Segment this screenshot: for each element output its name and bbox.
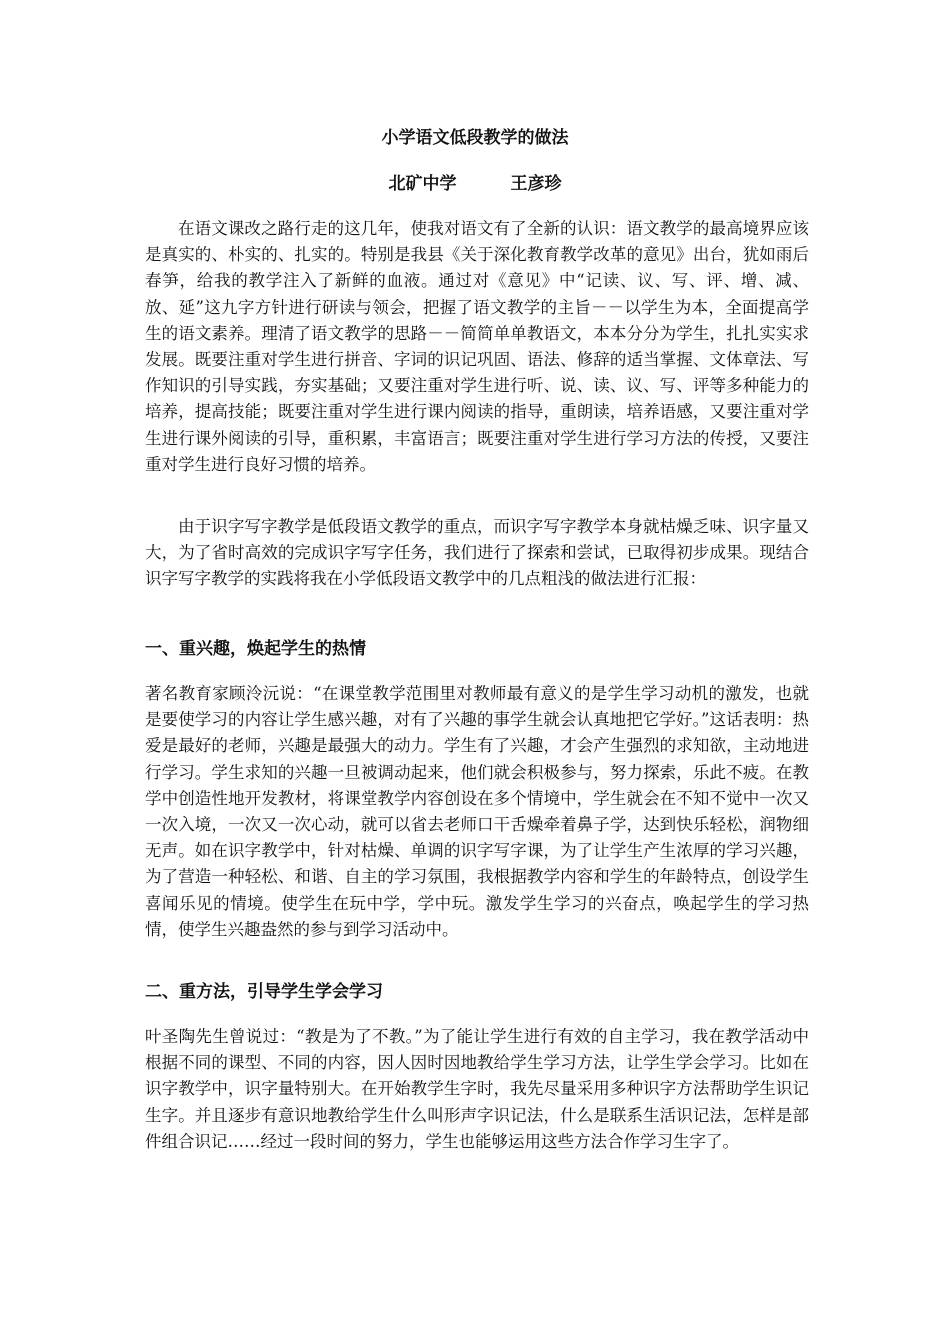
section-heading-method: 二、重方法，引导学生学会学习 bbox=[145, 982, 383, 1002]
paragraph-method: 叶圣陶先生曾说过：“教是为了不教。”为了能让学生进行有效的自主学习，我在教学活动中根据不同的课型、不同的内容，因人因时因地教给学生学习方法，让学生学会学习。比如在识字教学中，识字量特别大。在开始教学生字时，我先尽量采用多种识字方法帮助学生识记生字。并且逐步有意识地教给学生什么叫形声字识记法，什么是联系生活识记法，怎样是部件组合识记……经过一段时间的努力，学生也能够运用这些方法合作学习生字了。 bbox=[145, 1027, 809, 1151]
paragraph-intro: 在语文课改之路行走的这几年，使我对语文有了全新的认识：语文教学的最高境界应该是真实的、朴实的、扎实的。特别是我县《关于深化教育教学改革的意见》出台，犹如雨后春笋，给我的教学注入了新鲜的血液。通过对《意见》中“记读、议、写、评、增、减、放、延”这九字方针进行研读与领会，把握了语文教学的主旨－－以学生为本，全面提高学生的语文素养。理清了语文教学的思路－－简简单单教语文，本本分分为学生，扎扎实实求发展。既要注重对学生进行拼音、字词的识记巩固、语法、修辞的适当掌握、文体章法、写作知识的引导实践，夯实基础；又要注重对学生进行听、说、读、议、写、评等多种能力的培养，提高技能；既要注重对学生进行课内阅读的指导，重朗读，培养语感，又要注重对学生进行课外阅读的引导，重积累，丰富语言；既要注重对学生进行学习方法的传授，又要注重对学生进行良好习惯的培养。 bbox=[145, 219, 809, 474]
document-title: 小学语文低段教学的做法 bbox=[381, 128, 569, 148]
byline bbox=[0, 172, 950, 196]
paragraph-interest: 著名教育家顾泠沅说：“在课堂教学范围里对教师最有意义的是学生学习动机的激发，也就是要使学习的内容让学生感兴趣，对有了兴趣的事学生就会认真地把它学好。”这话表明：热爱是最好的老师，兴趣是最强大的动力。学生有了兴趣，才会产生强烈的求知欲，主动地进行学习。学生求知的兴趣一旦被调动起来，他们就会积极参与，努力探索，乐此不疲。在教学中创造性地开发教材，将课堂教学内容创设在多个情境中，学生就会在不知不觉中一次又一次入境，一次又一次心动，就可以省去老师口干舌燥牵着鼻子学，达到快乐轻松，润物细无声。如在识字教学中，针对枯燥、单调的识字写字课，为了让学生产生浓厚的学习兴趣，为了营造一种轻松、和谐、自主的学习氛围，我根据教学内容和学生的年龄特点，创设学生喜闻乐见的情境。使学生在玩中学，学中玩。激发学生学习的兴奋点，唤起学生的学习热情，使学生兴趣盎然的参与到学习活动中。 bbox=[145, 684, 809, 939]
school-name: 北矿中学 bbox=[388, 174, 457, 194]
paragraph-purpose: 由于识字写字教学是低段语文教学的重点，而识字写字教学本身就枯燥乏味、识字量又大，为了省时高效的完成识字写字任务，我们进行了探索和尝试，已取得初步成果。现结合识字写字教学的实践将我在小学低段语文教学中的几点粗浅的做法进行汇报： bbox=[145, 517, 809, 589]
author-name: 王彦珍 bbox=[510, 174, 562, 194]
section-heading-interest: 一、重兴趣，焕起学生的热情 bbox=[145, 639, 366, 659]
